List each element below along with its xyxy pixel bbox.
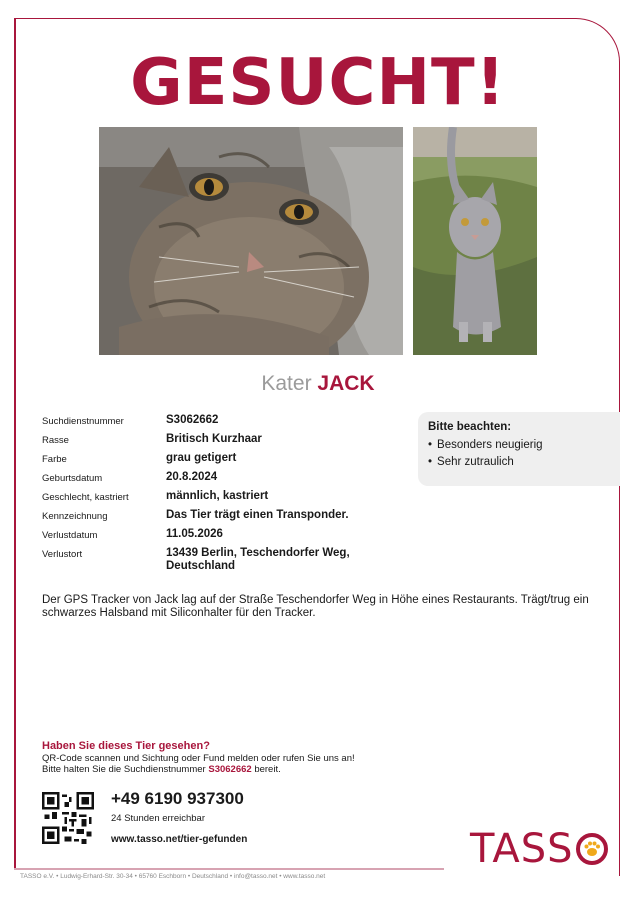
website-link[interactable]: www.tasso.net/tier-gefunden (111, 834, 248, 845)
detail-label: Suchdienstnummer (42, 416, 124, 427)
detail-row (42, 414, 392, 433)
detail-label: Rasse (42, 435, 69, 446)
logo-text: TASS (470, 826, 574, 872)
detail-row (42, 471, 392, 490)
detail-row (42, 433, 392, 452)
detail-row (42, 509, 392, 528)
detail-value: S3062662 (166, 414, 219, 426)
poster-frame-left (14, 18, 16, 870)
detail-label: Verlustdatum (42, 530, 98, 541)
notes-box (418, 412, 620, 486)
contact-line-2-after: bereit. (254, 764, 281, 775)
detail-value: 11.05.2026 (166, 528, 223, 540)
detail-label: Verlustort (42, 549, 83, 560)
detail-value: grau getigert (166, 452, 237, 464)
footer-address: TASSO e.V. • Ludwig-Erhard-Str. 30-34 • 65760 Eschborn • Deutschland • info@tasso.net • www.tasso.net (20, 873, 326, 880)
details-table (42, 414, 392, 575)
notes-item: • Sehr zutraulich (428, 456, 610, 468)
contact-line-2-before: Bitte halten Sie die Suchdienstnummer (42, 764, 206, 775)
notes-title: Bitte beachten: (428, 421, 512, 433)
animal-name-value: JACK (317, 372, 375, 395)
detail-value: 13439 Berlin, Teschendorfer Weg, Deutschland (166, 547, 350, 572)
detail-value: Britisch Kurzhaar (166, 433, 262, 445)
contact-search-id: S3062662 (208, 764, 252, 775)
contact-line-1: QR-Code scannen und Sichtung oder Fund melden oder rufen Sie uns an! (42, 753, 355, 764)
detail-label: Farbe (42, 454, 67, 465)
animal-type: Kater (261, 372, 312, 395)
detail-row (42, 547, 392, 575)
cat-photo-closeup (99, 127, 403, 355)
detail-row (42, 528, 392, 547)
detail-label: Kennzeichnung (42, 511, 108, 522)
contact-title: Haben Sie dieses Tier gesehen? (42, 740, 210, 752)
notes-item: • Besonders neugierig (428, 439, 610, 451)
phone-number[interactable]: +49 6190 937300 (111, 789, 244, 808)
detail-value: 20.8.2024 (166, 471, 218, 483)
phone-hours: 24 Stunden erreichbar (111, 813, 206, 824)
poster-frame-bottom (14, 868, 444, 870)
contact-section (42, 740, 462, 775)
detail-row (42, 452, 392, 471)
headline: GESUCHT! (130, 46, 506, 120)
detail-label: Geburtsdatum (42, 473, 103, 484)
contact-line-2 (42, 764, 462, 775)
cat-photo-outdoor (413, 127, 537, 355)
detail-value: Das Tier trägt einen Transponder. (166, 509, 349, 521)
detail-label: Geschlecht, kastriert (42, 492, 129, 503)
qr-code-icon[interactable] (42, 792, 94, 844)
paw-icon (575, 832, 609, 866)
detail-value: männlich, kastriert (166, 490, 269, 502)
tasso-logo (470, 826, 609, 872)
detail-row (42, 490, 392, 509)
description-text: Der GPS Tracker von Jack lag auf der Straße Teschendorfer Weg in Höhe eines Restaurants. Trägt/trug ein schwarzes Halsband mit Siliconhalter für den Tracker. (42, 594, 589, 619)
animal-name (0, 372, 636, 396)
